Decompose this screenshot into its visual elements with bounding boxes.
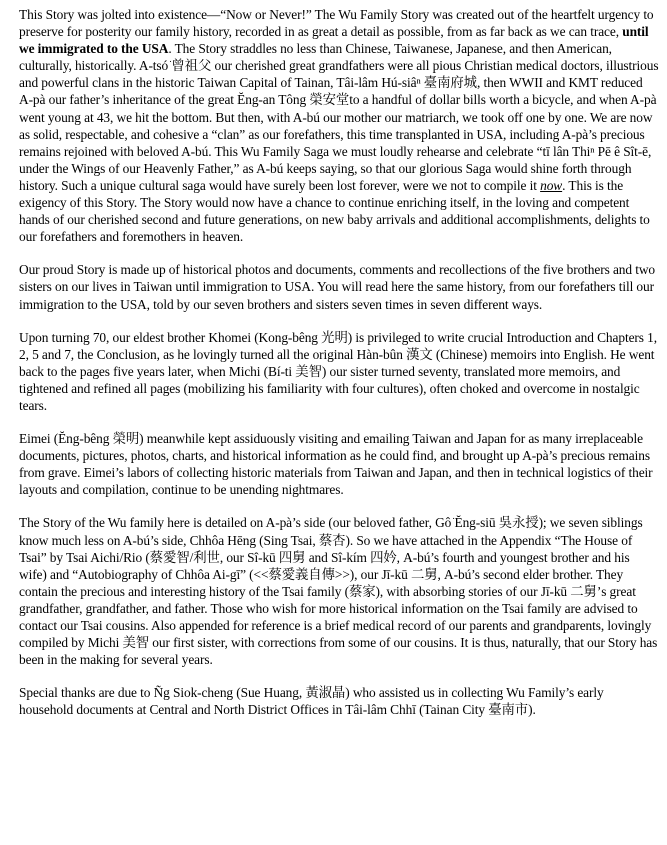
intro-text-start: This Story was jolted into existence—“Now or Never!” The Wu Family Story was created out of the heartfelt urgency to preserve for posterity our family history, recorded in as great a detail as possible, from as far back as we can trace, <box>19 7 654 40</box>
intro-text-end: . This is the exigency of this Story. The Story would now have a chance to continue enriching itself, in the loving and competent hands of our cherished second and future generations, on new baby arrivals and additional accomplishments, delights to our forefathers and foremothers in heaven. <box>19 177 650 245</box>
paragraph-tsai-family: The Story of the Wu family here is detailed on A-pà’s side (our beloved father, Gô͘ Ĕng-siū 吳永授); we seven siblings know much less on A-bú’s side, Chhôa Hēng (Sing Tsai, 蔡杏). So we have attached in the Appendix “The House of Tsai” by Tsai Aichi/Rio (蔡愛智/利世, our Sî-kū 四舅 and Sî-kím 四妗, A-bú’s fourth and youngest brother and his wife) and “Autobiography of Chhôa Ai-gī” (<<蔡愛義自傳>>), our Jī-kū 二舅, A-bú’s second elder brother. They contain the precious and interesting history of the Tsai family (蔡家), with absorbing stories of our Jī-kū 二舅’s great grandfather, grandfather, and father. Those who wish for more historical information on the Tsai family are advised to contact our Tsai cousins. Also appended for reference is a brief medical record of our parents and grandparents, lovingly compiled by Michi 美智 our first sister, with corrections from some of our cousins. It is thus, naturally, that our Story has been in the making for several years. <box>19 515 658 668</box>
paragraph-proud-story: Our proud Story is made up of historical photos and documents, comments and recollections of the five brothers and two sisters on our lives in Taiwan until immigration to USA. You will read here the same history, from our forefathers till our immigration to the USA, told by our seven brothers and sisters seven times in seven different ways. <box>19 262 656 312</box>
paragraph-intro <box>19 6 659 245</box>
intro-italic-now: now <box>540 177 563 193</box>
paragraph-khomei: Upon turning 70, our eldest brother Khomei (Kong-bêng 光明) is privileged to write crucial Introduction and Chapters 1, 2, 5 and 7, the Conclusion, as he lovingly turned all the original Hàn-bûn 漢文 (Chinese) memoirs into English. He went back to the pages five years later, when Michi (Bí-ti 美智) our sister turned seventy, translated more memoirs, and tightened and refined all pages (mobilizing his familiarity with four cultures), often choked and overcome in nostalgic tears. <box>19 329 657 413</box>
paragraph-eimei: Eimei (Ĕng-bêng 榮明) meanwhile kept assiduously visiting and emailing Taiwan and Japan for as many irreplaceable documents, pictures, photos, charts, and historical information as he could find, and brought up A-pà’s precious remains from grave. Eimei’s labors of collecting historic materials from Taiwan and Japan, and then in technical logistics of their layouts and compilation, continue to be unending nightmares. <box>19 431 653 498</box>
intro-text-middle: . The Story straddles no less than Chinese, Taiwanese, Japanese, and then American, culturally, historically. A-tsó͘ 曾祖父 our cherished great grandfathers were all pious Christian medical doctors, illustrious and powerful clans in the historic Taiwan Capital of Tainan, Tâi-lâm Hú-siâⁿ 臺南府城, then WWII and KMT reduced A-pà our father’s inheritance of the great Ĕng-an Tông 榮安堂to a handful of dollar bills worth a bicycle, and when A-pà went young at 43, we hit the bottom. But then, with A-bú our mother our matriarch, we took off one by one. We are now as solid, respectable, and cohesive a “clan” as our forefathers, this time transplanted in USA, including A-pà’s precious remains rejoined with beloved A-bú. This Wu Family Saga we must loudly rehearse and celebrate “tī lân Thiⁿ Pē ê Sît-ē, under the Wings of our Heavenly Father,” as A-bú keeps saying, so that our glorious Saga would shine forth through history. Such a unique cultural saga would have surely been lost forever, were we not to compile it <box>19 41 659 193</box>
paragraph-special-thanks: Special thanks are due to Ñg Siok-cheng (Sue Huang, 黃淑晶) who assisted us in collecting Wu Family’s early household documents at Central and North District Offices in Tâi-lâm Chhī (Tainan City 臺南市). <box>19 685 604 718</box>
intro-bold-phrase: until we immigrated to the USA <box>19 24 649 57</box>
